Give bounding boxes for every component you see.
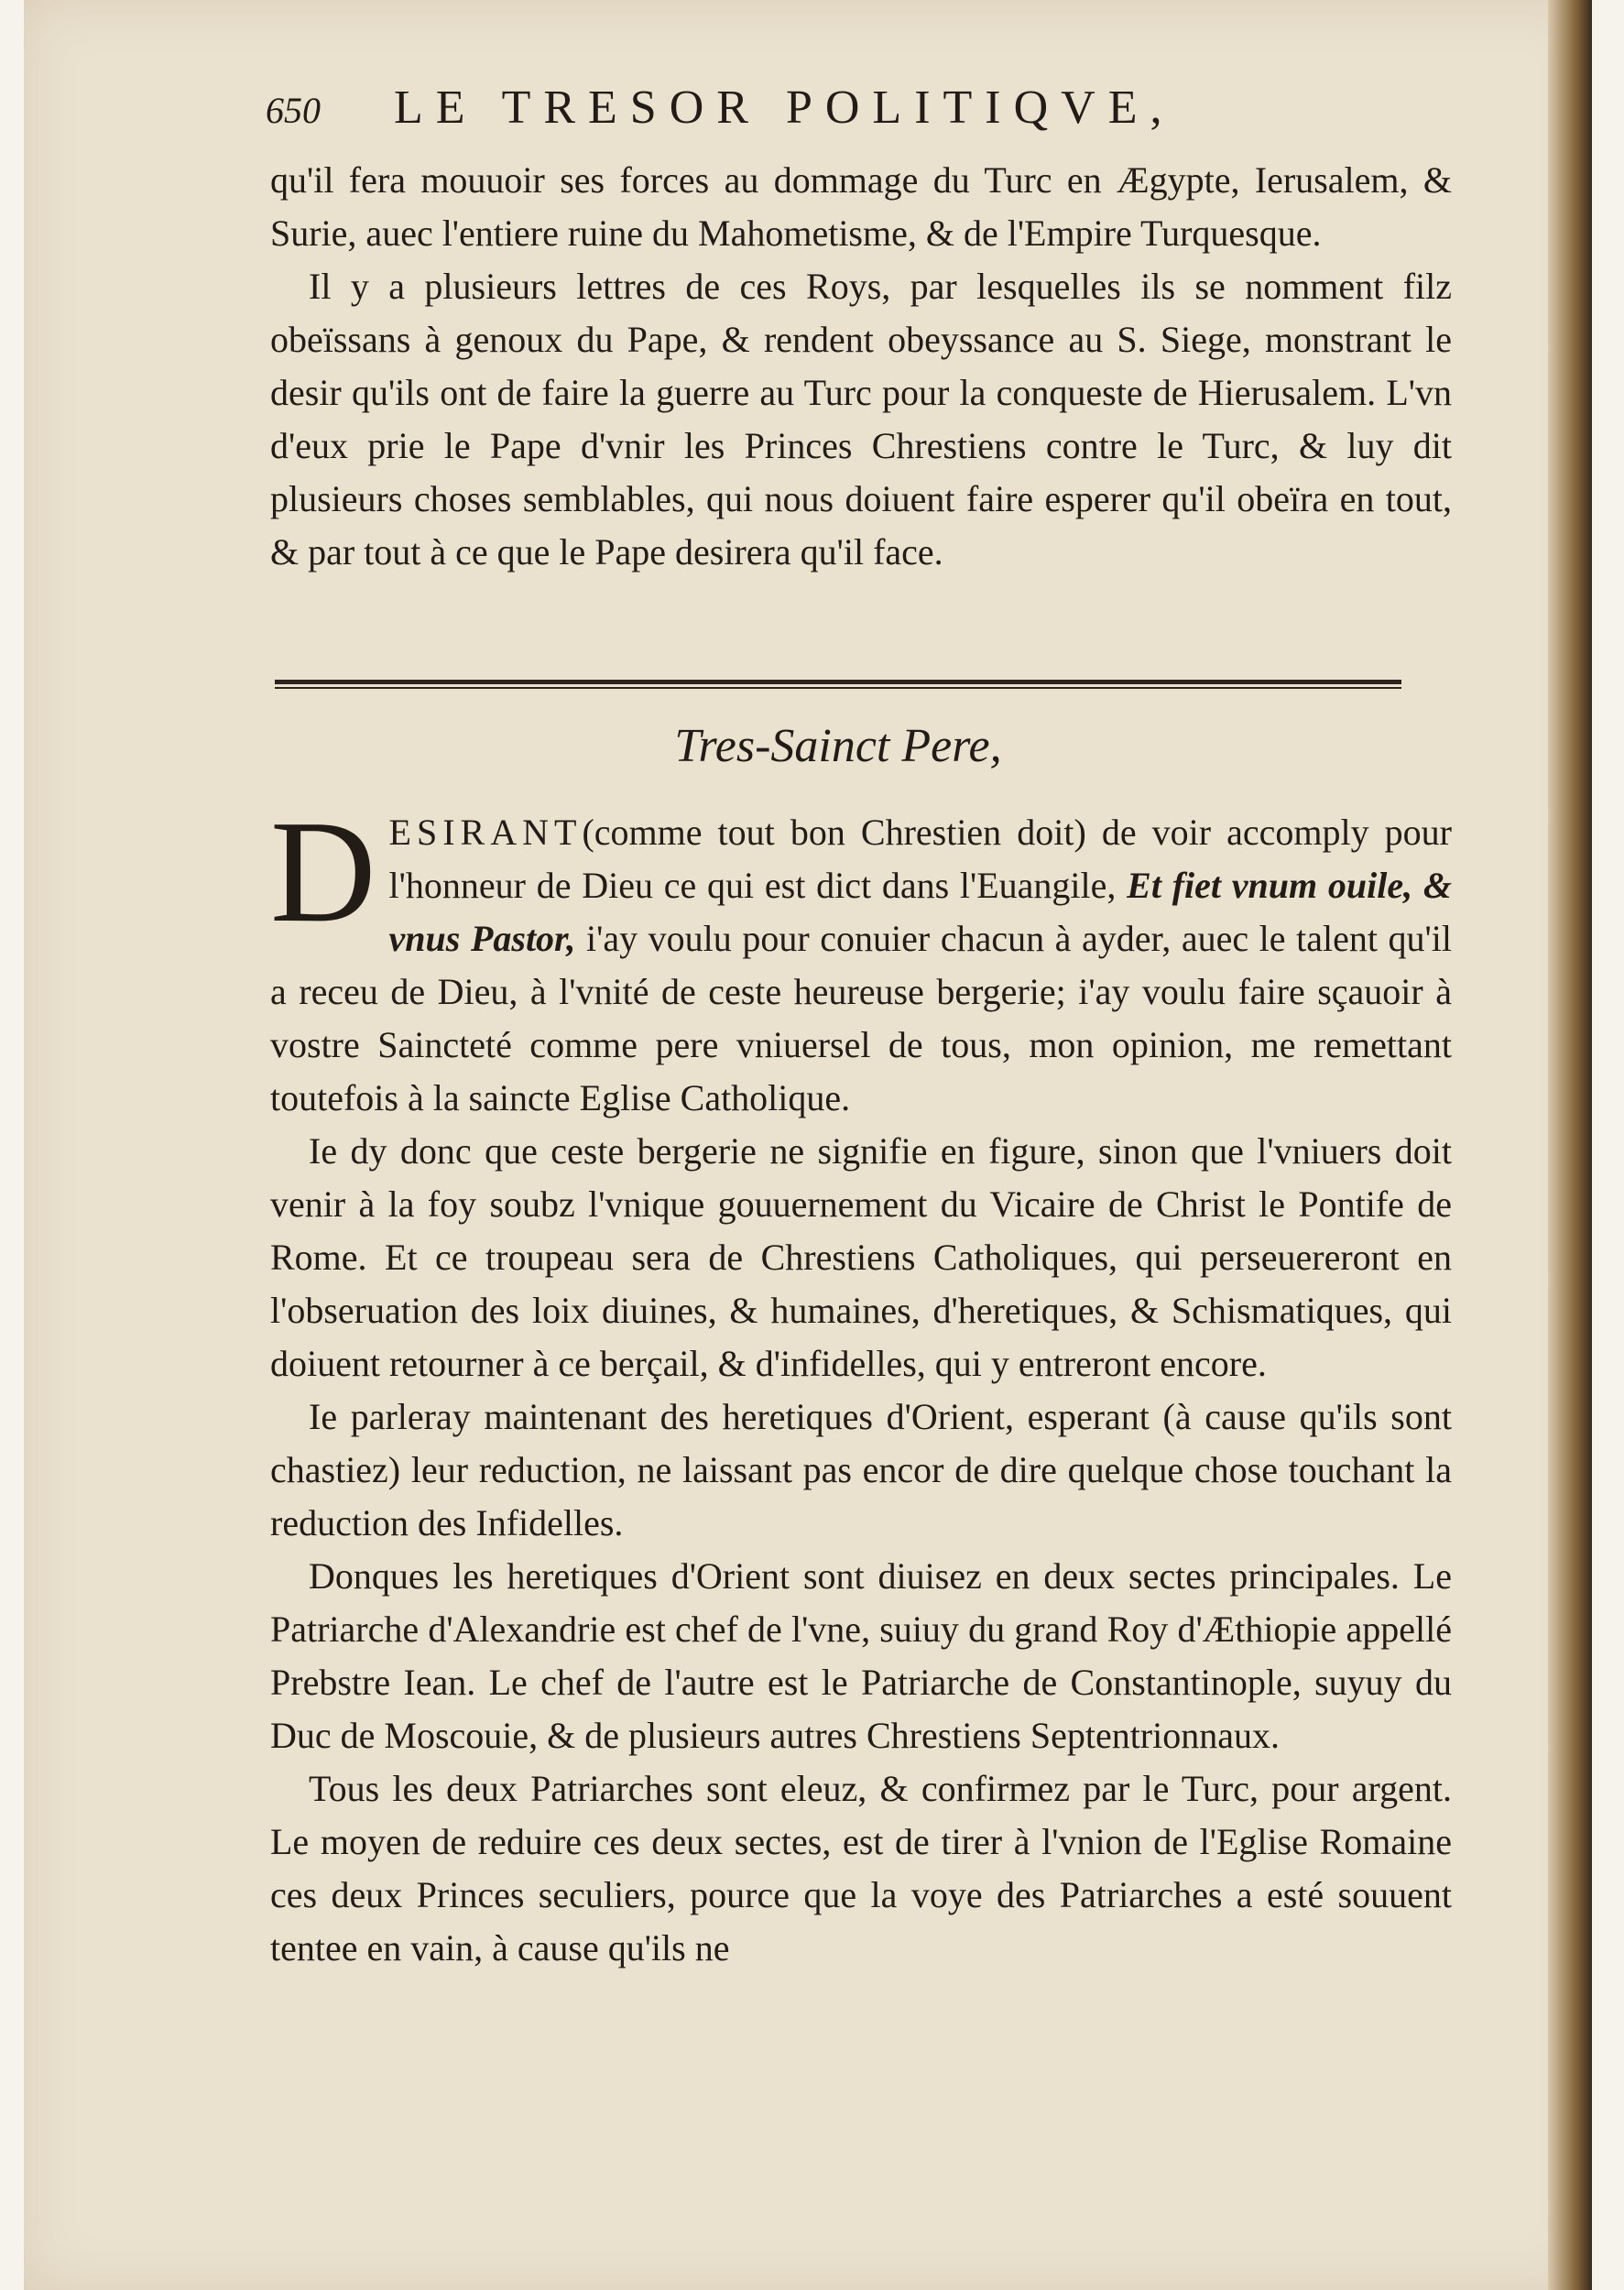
- section-divider: [275, 675, 1401, 689]
- running-title: LE TRESOR POLITIQVE,: [394, 82, 1175, 134]
- page-header: [266, 81, 1466, 145]
- page-number: 650: [266, 90, 321, 131]
- letter-paragraph: Tous les deux Patriarches sont eleuz, & confirmez par le Turc, pour argent. Le moyen de reduire ces deux sectes, est de tirer à l'vnion de l'Eglise Romaine ces deux Princes seculiers, pource que la voye des Patriarches a esté souuent tentee en vain, à cause qu'ils ne: [270, 1768, 1452, 1968]
- paragraph: Il y a plusieurs lettres de ces Roys, par lesquelles ils se nomment filz obeïssans à genoux du Pape, & rendent obeyssance au S. Siege, monstrant le desir qu'ils ont de faire la guerre au Turc pour la conqueste de Hierusalem. L'vn d'eux prie le Pape d'vnir les Princes Chrestiens contre le Turc, & luy dit plusieurs choses semblables, qui nous doiuent faire esperer qu'il obeïra en tout, & par tout à ce que le Pape desirera qu'il face.: [270, 266, 1452, 572]
- text-run: (comme tout bon Chrestien doit) de voir accomply pour l'honneur de Dieu ce qui est dict dans l'Euangile,: [388, 812, 1452, 906]
- latin-quotation: Et fiet vnum ouile, & vnus Pastor,: [388, 865, 1452, 959]
- opening-text: [270, 154, 1452, 579]
- text-run: i'ay voulu pour conuier chacun à ayder, auec le talent qu'il a receu de Dieu, à l'vnité de ceste heureuse bergerie; i'ay voulu faire sçauoir à vostre Saincteté comme pere vniuersel de tous, mon opinion, me remettant toutefois à la saincte Eglise Catholique.: [270, 918, 1452, 1118]
- letter-paragraph: Ie dy donc que ceste bergerie ne signifie en figure, sinon que l'vniuers doit venir à la foy soubz l'vnique gouuernement du Vicaire de Christ le Pontife de Rome. Et ce troupeau sera de Chrestiens Catholiques, qui perseuereront en l'obseruation des loix diuines, & humaines, d'heretiques, & Schismatiques, qui doiuent retourner à ce berçail, & d'infidelles, qui y entreront encore.: [270, 1130, 1452, 1384]
- letter-paragraph: Ie parleray maintenant des heretiques d'Orient, esperant (à cause qu'ils sont chastiez) leur reduction, ne laissant pas encor de dire quelque chose touchant la reduction des Infidelles.: [270, 1396, 1452, 1543]
- letter-paragraph: Donques les heretiques d'Orient sont diuisez en deux sectes principales. Le Patriarche d'Alexandrie est chef de l'vne, suiuy du grand Roy d'Æthiopie appellé Prebstre Iean. Le chef de l'autre est le Patriarche de Constantinople, suyuy du Duc de Moscouie, & de plusieurs autres Chrestiens Septentrionnaux.: [270, 1555, 1452, 1756]
- divider-rule: [275, 680, 1401, 684]
- divider-rule-thin: [275, 687, 1401, 689]
- drop-cap: D: [270, 790, 376, 953]
- page-gutter: [1548, 0, 1592, 2290]
- letter-paragraph: [270, 790, 1452, 1125]
- letter-text: [270, 790, 1452, 1975]
- paragraph: qu'il fera mouuoir ses forces au dommage du Turc en Ægypte, Ierusalem, & Surie, auec l'entiere ruine du Mahometisme, & de l'Empire Turquesque.: [270, 159, 1452, 254]
- letter-salutation: Tres-Sainct Pere,: [674, 720, 1002, 772]
- first-word: ESIRANT: [388, 812, 583, 853]
